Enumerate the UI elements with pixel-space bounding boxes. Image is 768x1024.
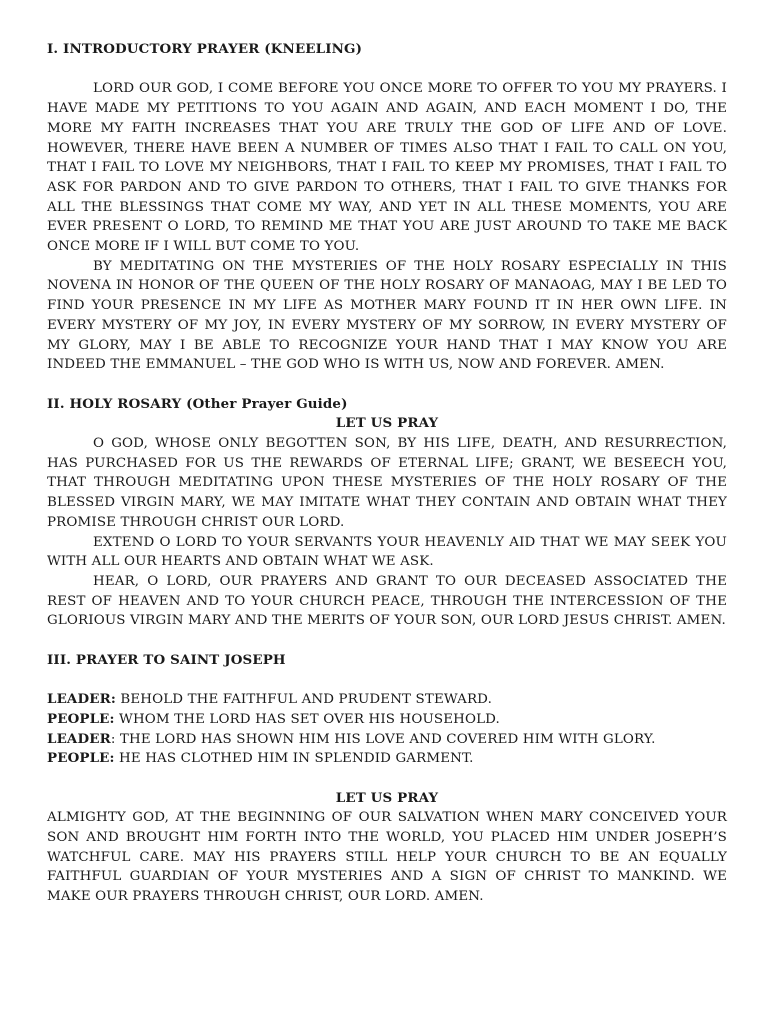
response-role: LEADER [47, 730, 111, 747]
let-us-pray-heading: LET US PRAY [335, 789, 439, 806]
response-role: PEOPLE: [47, 710, 115, 727]
spacer [47, 670, 727, 690]
response-line [47, 749, 727, 769]
response-line [47, 730, 727, 750]
section-heading-joseph: III. PRAYER TO SAINT JOSEPH [47, 651, 286, 668]
response-text: WHOM THE LORD HAS SET OVER HIS HOUSEHOLD. [114, 711, 500, 727]
section-heading-introductory: I. INTRODUCTORY PRAYER (KNEELING) [47, 41, 363, 57]
response-text: : THE LORD HAS SHOWN HIM HIS LOVE AND COVERED HIM WITH GLORY. [110, 731, 656, 747]
rosary-paragraph-1: O GOD, WHOSE ONLY BEGOTTEN SON, BY HIS LIFE, DEATH, AND RESURRECTION, HAS PURCHASED FOR US THE REWARDS OF ETERNAL LIFE; GRANT, WE BESEECH YOU, THAT THROUGH MEDITATING UPON THESE MYSTERIES OF THE HOLY ROSARY OF THE BLESSED VIRGIN MARY, WE MAY IMITATE WHAT THEY CONTAIN AND OBTAIN WHAT THEY PROMISE THROUGH CHRIST OUR LORD. [47, 436, 727, 530]
response-line [47, 690, 727, 710]
spacer [47, 375, 727, 395]
introductory-paragraph-2: BY MEDITATING ON THE MYSTERIES OF THE HOLY ROSARY ESPECIALLY IN THIS NOVENA IN HONOR OF THE QUEEN OF THE HOLY ROSARY OF MANAOAG, MAY I BE LED TO FIND YOUR PRESENCE IN MY LIFE AS MOTHER MARY FOUND IT IN HER OWN LIFE. IN EVERY MYSTERY OF MY JOY, IN EVERY MYSTERY OF MY SORROW, IN EVERY MYSTERY OF MY GLORY, MAY I BE ABLE TO RECOGNIZE YOUR HAND THAT I MAY KNOW YOU ARE INDEED THE EMMANUEL – THE GOD WHO IS WITH US, NOW AND FOREVER. AMEN. [47, 258, 727, 373]
response-text: HE HAS CLOTHED HIM IN SPLENDID GARMENT. [114, 751, 474, 767]
response-role: PEOPLE: [47, 750, 115, 767]
joseph-prayer-paragraph: ALMIGHTY GOD, AT THE BEGINNING OF OUR SALVATION WHEN MARY CONCEIVED YOUR SON AND BROUGHT HIM FORTH INTO THE WORLD, YOU PLACED HIM UNDER JOSEPH’S WATCHFUL CARE. MAY HIS PRAYERS STILL HELP YOUR CHURCH TO BE AN EQUALLY FAITHFUL GUARDIAN OF YOUR MYSTERIES AND A SIGN OF CHRIST TO MANKIND. WE MAKE OUR PRAYERS THROUGH CHRIST, OUR LORD. AMEN. [47, 810, 727, 905]
spacer [47, 631, 727, 651]
spacer [47, 60, 727, 80]
spacer [47, 769, 727, 789]
let-us-pray-heading: LET US PRAY [335, 415, 439, 432]
section-heading-rosary: II. HOLY ROSARY (Other Prayer Guide) [47, 395, 348, 412]
response-line [47, 710, 727, 730]
response-text: BEHOLD THE FAITHFUL AND PRUDENT STEWARD. [115, 692, 492, 708]
rosary-paragraph-2: EXTEND O LORD TO YOUR SERVANTS YOUR HEAVENLY AID THAT WE MAY SEEK YOU WITH ALL OUR HEARTS AND OBTAIN WHAT WE ASK. [47, 534, 727, 570]
response-role: LEADER: [47, 691, 116, 708]
introductory-paragraph-1: LORD OUR GOD, I COME BEFORE YOU ONCE MORE TO OFFER TO YOU MY PRAYERS. I HAVE MADE MY PETITIONS TO YOU AGAIN AND AGAIN, AND EACH MOMENT I DO, THE MORE MY FAITH INCREASES THAT YOU ARE TRULY THE GOD OF LIFE AND OF LOVE. HOWEVER, THERE HAVE BEEN A NUMBER OF TIMES ALSO THAT I FAIL TO CALL ON YOU, THAT I FAIL TO LOVE MY NEIGHBORS, THAT I FAIL TO KEEP MY PROMISES, THAT I FAIL TO ASK FOR PARDON AND TO GIVE PARDON TO OTHERS, THAT I FAIL TO GIVE THANKS FOR ALL THE BLESSINGS THAT COME MY WAY, AND YET IN ALL THESE MOMENTS, YOU ARE EVER PRESENT O LORD, TO REMIND ME THAT YOU ARE JUST AROUND TO TAKE ME BACK ONCE MORE IF I WILL BUT COME TO YOU. [47, 81, 727, 255]
rosary-paragraph-3: HEAR, O LORD, OUR PRAYERS AND GRANT TO OUR DECEASED ASSOCIATED THE REST OF HEAVEN AND TO YOUR CHURCH PEACE, THROUGH THE INTERCESSION OF THE GLORIOUS VIRGIN MARY AND THE MERITS OF YOUR SON, OUR LORD JESUS CHRIST. AMEN. [47, 573, 727, 629]
document-page [47, 40, 727, 907]
